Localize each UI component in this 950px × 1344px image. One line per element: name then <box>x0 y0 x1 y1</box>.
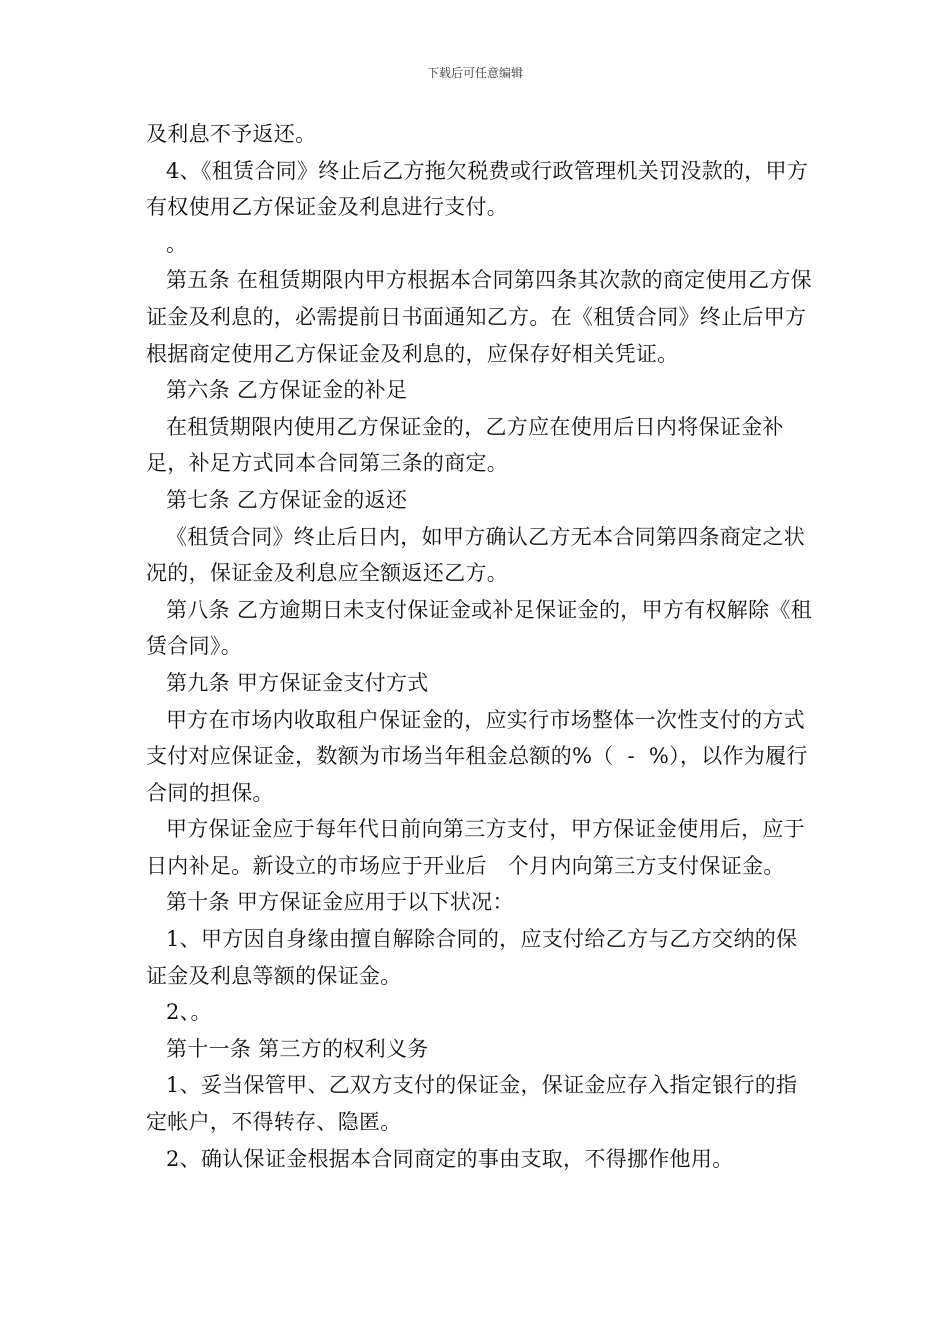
paragraph-4: 第五条 在租赁期限内甲方根据本合同第四条其次款的商定使用乙方保证金及利息的，必需提前日书面通知乙方。在《租赁合同》终止后甲方根据商定使用乙方保证金及利息的，应保存好相关凭证。 <box>146 268 812 366</box>
paragraph-11: 甲方在市场内收取租户保证金的，应实行市场整体一次性支付的方式支付对应保证金，数额为市场当年租金总额的%（ - %），以作为履行合同的担保。 <box>146 707 808 805</box>
paragraph-2: 4、《租赁合同》终止后乙方拖欠税费或行政管理机关罚没款的，甲方有权使用乙方保证金及利息进行支付。 <box>146 158 809 220</box>
paragraph-6: 在租赁期限内使用乙方保证金的，乙方应在使用后日内将保证金补足，补足方式同本合同第三条的商定。 <box>146 414 784 476</box>
paragraph-12: 甲方保证金应于每年代日前向第三方支付，甲方保证金使用后，应于日内补足。新设立的市场应于开业后 个月内向第三方支付保证金。 <box>146 817 805 878</box>
paragraph-13: 第十条 甲方保证金应用于以下状况： <box>166 890 514 915</box>
paragraph-16: 第十一条 第三方的权利义务 <box>166 1036 429 1061</box>
paragraph-7: 第七条 乙方保证金的返还 <box>166 487 408 512</box>
paragraph-1: 及利息不予返还。 <box>146 122 317 146</box>
paragraph-8: 《租赁合同》终止后日内，如甲方确认乙方无本合同第四条商定之状况的，保证金及利息应全额返还乙方。 <box>146 524 805 586</box>
paragraph-9: 第八条 乙方逾期日未支付保证金或补足保证金的，甲方有权解除《租赁合同》。 <box>146 597 812 659</box>
page-header: 下载后可任意编辑 <box>426 66 523 80</box>
paragraph-18: 2、确认保证金根据本合同商定的事由支取，不得挪作他用。 <box>166 1146 734 1171</box>
paragraph-5: 第六条 乙方保证金的补足 <box>166 378 408 403</box>
paragraph-10: 第九条 甲方保证金支付方式 <box>166 670 429 695</box>
paragraph-15: 2、。 <box>166 1000 212 1025</box>
paragraph-17: 1、妥当保管甲、乙双方支付的保证金，保证金应存入指定银行的指定帐户，不得转存、隐匿。 <box>146 1073 798 1135</box>
paragraph-3: 。 <box>166 231 188 256</box>
document-body <box>146 116 814 1177</box>
paragraph-14: 1、甲方因自身缘由擅自解除合同的，应支付给乙方与乙方交纳的保证金及利息等额的保证金。 <box>146 927 798 988</box>
